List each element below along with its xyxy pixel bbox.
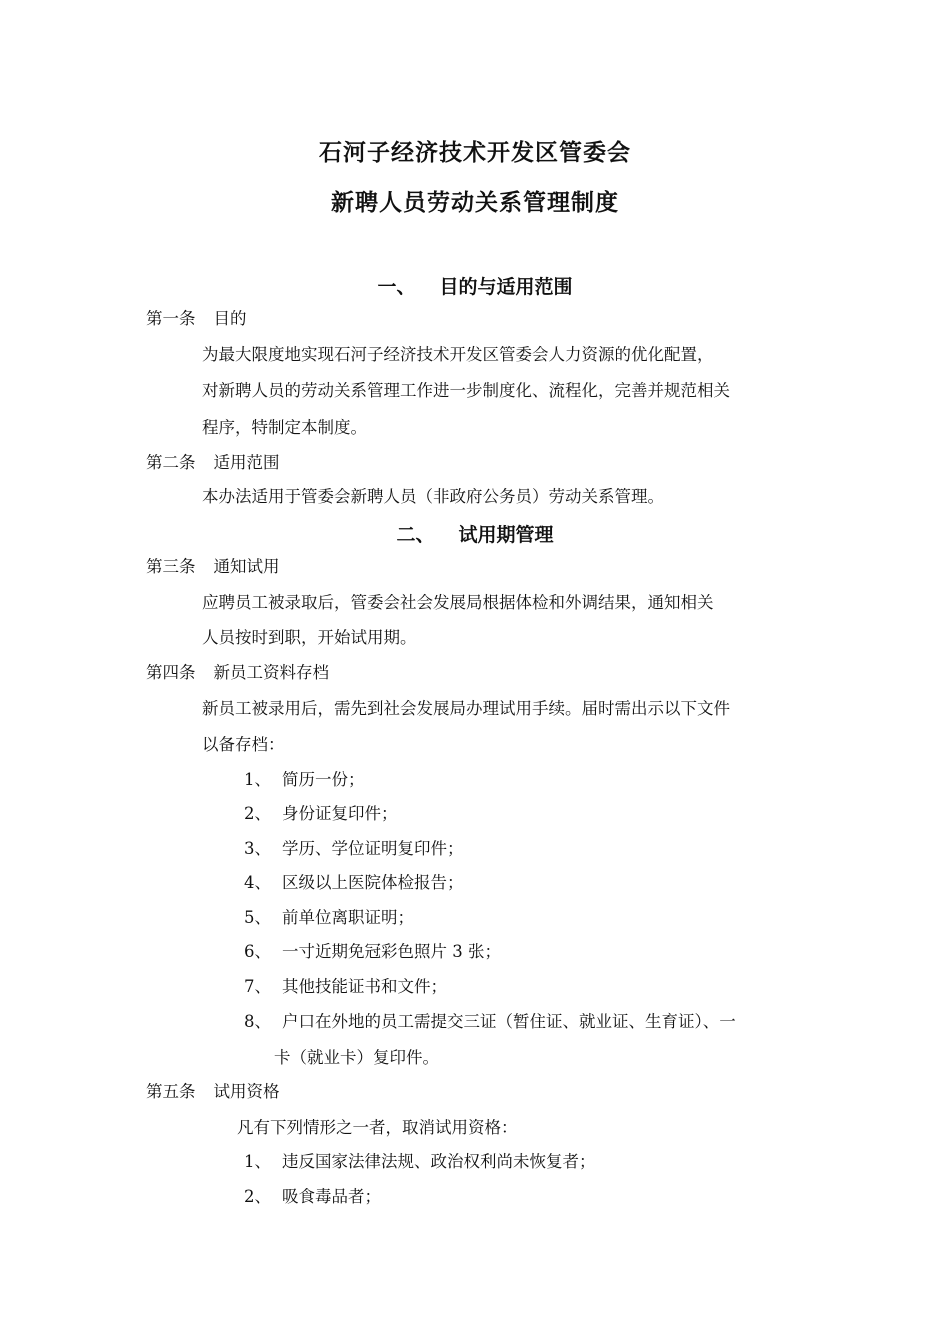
article-heading-1 (146, 308, 247, 330)
list-text: 吸食毒品者； (282, 1187, 381, 1206)
list-index: 7、 (244, 977, 271, 996)
article-label: 第一条 (146, 309, 196, 328)
list-index: 2、 (244, 1187, 271, 1206)
paragraph-line: 为最大限度地实现石河子经济技术开发区管委会人力资源的优化配置， (202, 345, 714, 364)
document-title-line-1: 石河子经济技术开发区管委会 (319, 140, 631, 166)
list-index: 1、 (244, 1152, 271, 1171)
article-label: 第三条 (146, 557, 196, 576)
article-heading-2 (146, 452, 280, 474)
list-item (244, 976, 447, 998)
list-text: 一寸近期免冠彩色照片 3 张； (282, 942, 501, 961)
list-item-continuation: 卡（就业卡）复印件。 (274, 1048, 439, 1067)
list-index: 4、 (244, 873, 271, 892)
list-text: 区级以上医院体检报告； (282, 873, 464, 892)
section-title: 试用期管理 (458, 524, 554, 546)
article-heading: 通知试用 (213, 557, 280, 576)
list-index: 3、 (244, 839, 271, 858)
section-number: 一、 (377, 276, 416, 298)
list-item (244, 1151, 596, 1173)
list-index: 5、 (244, 908, 271, 927)
list-item (244, 838, 464, 860)
article-heading: 新员工资料存档 (213, 663, 329, 682)
paragraph-line: 本办法适用于管委会新聘人员（非政府公务员）劳动关系管理。 (202, 487, 664, 506)
list-item (244, 769, 365, 791)
paragraph-line: 人员按时到职，开始试用期。 (202, 628, 417, 647)
section-number: 二、 (396, 524, 435, 546)
list-text: 违反国家法律法规、政治权利尚未恢复者； (282, 1152, 596, 1171)
paragraph-line: 新员工被录用后，需先到社会发展局办理试用手续。届时需出示以下文件 (202, 699, 730, 718)
document-title-line-2: 新聘人员劳动关系管理制度 (331, 190, 619, 216)
list-text: 简历一份； (282, 770, 365, 789)
list-item (244, 872, 464, 894)
article-label: 第二条 (146, 453, 196, 472)
list-index: 6、 (244, 942, 271, 961)
list-text: 学历、学位证明复印件； (282, 839, 464, 858)
article-heading-3 (146, 556, 280, 578)
list-text: 其他技能证书和文件； (282, 977, 447, 996)
list-item (244, 1011, 736, 1033)
section-heading-2 (0, 520, 950, 547)
article-label: 第四条 (146, 663, 196, 682)
paragraph-line: 应聘员工被录取后，管委会社会发展局根据体检和外调结果，通知相关 (202, 593, 714, 612)
section-title: 目的与适用范围 (439, 276, 573, 298)
paragraph-line: 程序，特制定本制度。 (202, 418, 367, 437)
list-item (244, 1186, 381, 1208)
paragraph-line: 以备存档： (202, 735, 285, 754)
list-item (244, 803, 398, 825)
article-heading: 目的 (213, 309, 247, 328)
article-label: 第五条 (146, 1082, 196, 1101)
list-index: 8、 (244, 1012, 271, 1031)
article-heading: 试用资格 (213, 1082, 280, 1101)
article-heading-4 (146, 662, 329, 684)
list-item (244, 941, 501, 963)
section-heading-1 (0, 272, 950, 299)
article-heading: 适用范围 (213, 453, 280, 472)
paragraph-line: 凡有下列情形之一者，取消试用资格： (237, 1118, 518, 1137)
list-index: 1、 (244, 770, 271, 789)
list-text: 户口在外地的员工需提交三证（暂住证、就业证、生育证）、一 (282, 1012, 736, 1031)
list-text: 身份证复印件； (282, 804, 398, 823)
list-index: 2、 (244, 804, 271, 823)
article-heading-5 (146, 1081, 280, 1103)
list-text: 前单位离职证明； (282, 908, 414, 927)
list-item (244, 907, 414, 929)
paragraph-line: 对新聘人员的劳动关系管理工作进一步制度化、流程化，完善并规范相关 (202, 381, 730, 400)
